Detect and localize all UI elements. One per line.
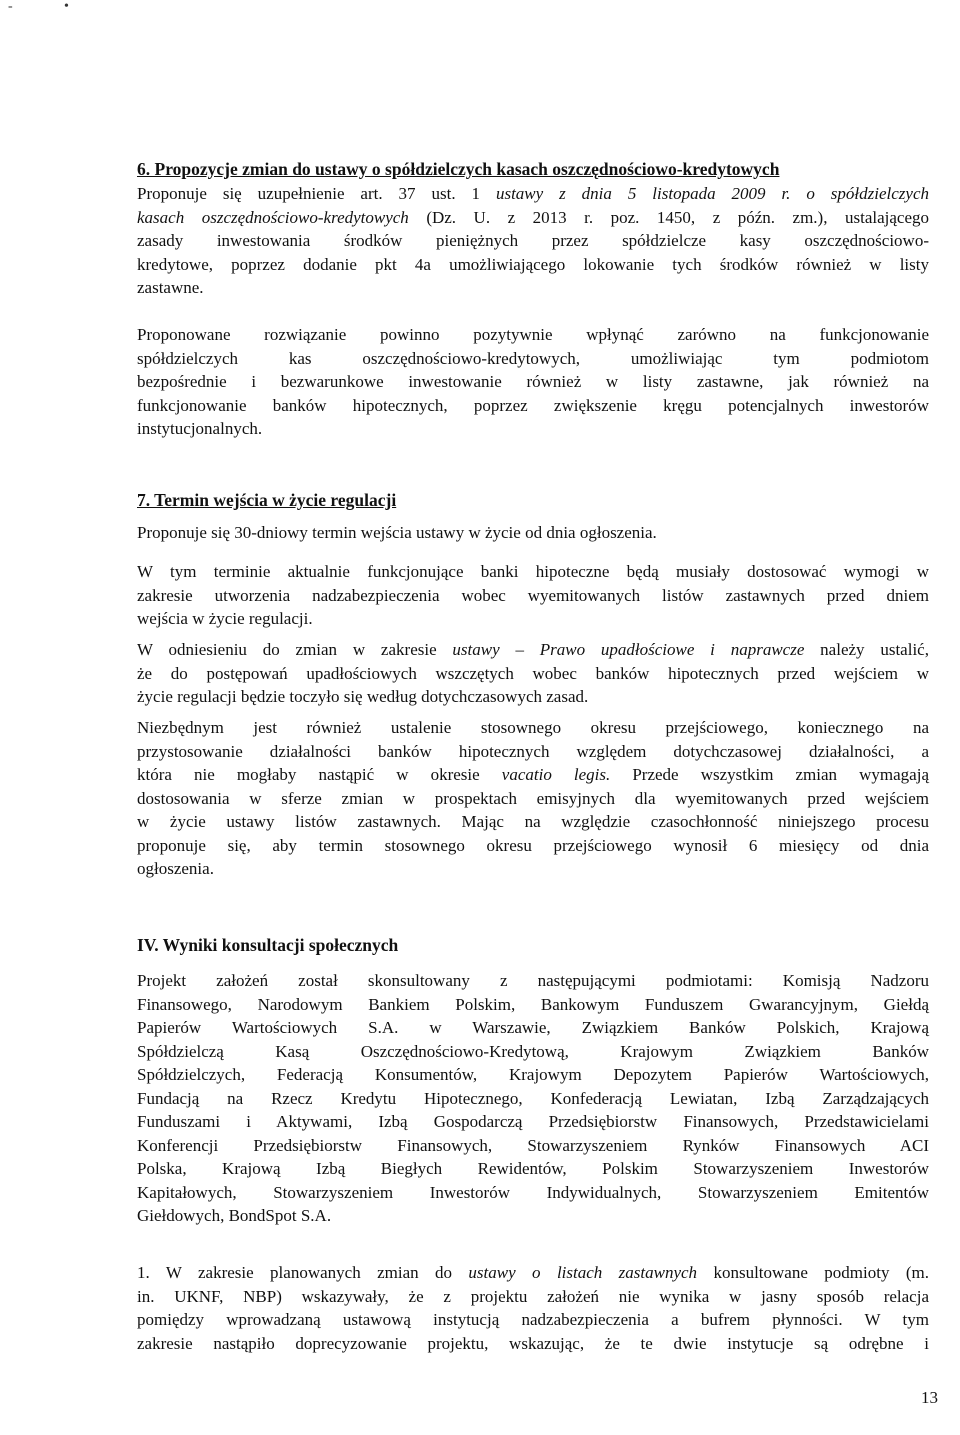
text-line: przystosowanie działalności banków hipotecznych względem dotychczasowej działalności, a: [137, 741, 929, 761]
text-line: która nie mogłaby nastąpić w okresie vacatio legis. Przede wszystkim zmian wymagają: [137, 765, 929, 784]
text-line: W tym terminie aktualnie funkcjonujące banki hipoteczne będą musiały dostosować wymogi w: [137, 562, 929, 581]
text-line: wejścia w życie regulacji.: [137, 609, 313, 628]
section-7-heading: 7. Termin wejścia w życie regulacji: [137, 490, 397, 510]
text-line: że do postępowań upadłościowych wszczętych wobec banków hipotecznych przed wejściem w: [137, 663, 929, 683]
text-line: Spółdzielczą Kasą Oszczędnościowo-Kredytową, Krajowym Związkiem Banków: [137, 1041, 929, 1061]
section-7-paragraph-3: [137, 638, 929, 709]
section-6-paragraph-2: [137, 323, 929, 441]
section-7-paragraph-4: [137, 716, 929, 881]
text-line: zakresie nastąpiło doprecyzowanie projektu, wskazując, że te dwie instytucje są odrębne i: [137, 1333, 929, 1353]
section-7-paragraph-2: [137, 560, 929, 631]
italic-citation: ustawy – Prawo upadłościowe i naprawcze: [452, 640, 805, 659]
text-line: zakresie utworzenia nadzabezpieczenia wobec wyemitowanych listów zastawnych przed dniem: [137, 585, 929, 605]
scan-mark-right: •: [64, 0, 69, 14]
text-line: spółdzielczych kas oszczędnościowo-kredytowych, umożliwiając tym podmiotom: [137, 348, 929, 368]
text-line: zasady inwestowania środków pieniężnych przez spółdzielcze kasy oszczędnościowo-: [137, 231, 929, 250]
text-line: Spółdzielczych, Federacją Konsumentów, Krajowym Depozytem Papierów Wartościowych,: [137, 1065, 929, 1084]
text-line: Konferencji Przedsiębiorstw Finansowych, Stowarzyszeniem Rynków Finansowych ACI: [137, 1135, 929, 1155]
text-line: ogłoszenia.: [137, 859, 214, 878]
text-line: Polska, Krajową Izbą Biegłych Rewidentów, Polskim Stowarzyszeniem Inwestorów: [137, 1159, 929, 1178]
text-line: Proponuje się 30-dniowy termin wejścia ustawy w życie od dnia ogłoszenia.: [137, 523, 657, 542]
text-line: proponuje się, aby termin stosownego okresu przejściowego wynosił 6 miesięcy od dnia: [137, 835, 929, 855]
text-line: Proponowane rozwiązanie powinno pozytywnie wpłynąć zarówno na funkcjonowanie: [137, 325, 929, 344]
text-line: bezpośrednie i bezwarunkowe inwestowanie również w listy zastawne, jak również na: [137, 372, 929, 391]
text-line: życie regulacji będzie toczyło się według dotychczasowych zasad.: [137, 687, 589, 706]
section-6-heading: 6. Propozycje zmian do ustawy o spółdzielczych kasach oszczędnościowo-kredytowych: [137, 159, 780, 179]
text-line: Niezbędnym jest również ustalenie stosownego okresu przejściowego, koniecznego na: [137, 718, 929, 737]
text-line: kasach oszczędnościowo-kredytowych (Dz. U. z 2013 r. poz. 1450, z późn. zm.), ustalającego: [137, 207, 929, 227]
section-7-paragraph-1: [137, 521, 929, 545]
text-line: w życie ustawy listów zastawnych. Mając na względzie czasochłonność niniejszego procesu: [137, 812, 929, 831]
italic-citation: kasach oszczędnościowo-kredytowych: [137, 207, 409, 227]
italic-citation: ustawy z dnia 5 listopada 2009 r. o spółdzielczych: [495, 184, 930, 203]
text-line: Proponuje się uzupełnienie art. 37 ust. 1 ustawy z dnia 5 listopada 2009 r. o spółdzielczych: [137, 184, 930, 203]
page-number: 13: [921, 1388, 938, 1407]
section-iv-heading: IV. Wyniki konsultacji społecznych: [137, 935, 399, 955]
text-line: dostosowania w sferze zmian w prospektach emisyjnych dla wyemitowanych przed wejściem: [137, 788, 929, 808]
text-line: instytucjonalnych.: [137, 419, 263, 438]
text-line: W odniesieniu do zmian w zakresie ustawy – Prawo upadłościowe i naprawcze należy ustalić,: [137, 640, 929, 659]
text-line: kredytowe, poprzez dodanie pkt 4a umożliwiającego lokowanie tych środków również w listy: [137, 254, 929, 274]
text-line: zastawne.: [137, 278, 204, 297]
text-line: pomiędzy wprowadzaną ustawową instytucją nadzabezpieczenia a bufrem płynności. W tym: [137, 1310, 929, 1329]
text-line: Kapitałowych, Stowarzyszeniem Inwestorów Indywidualnych, Stowarzyszeniem Emitentów: [137, 1182, 929, 1202]
text-line: Projekt założeń został skonsultowany z następującymi podmiotami: Komisją Nadzoru: [137, 971, 929, 990]
scan-mark-left: -: [8, 0, 13, 14]
text-line: Funduszami i Aktywami, Izbą Gospodarczą Przedsiębiorstw Finansowych, Przedstawicielami: [137, 1112, 929, 1131]
italic-term: vacatio legis.: [501, 765, 611, 784]
text-line: Papierów Wartościowych S.A. w Warszawie, Związkiem Banków Polskich, Krajową: [137, 1018, 929, 1037]
section-iv-paragraph-1: [137, 969, 929, 1228]
text-line: Fundacją na Rzecz Kredytu Hipotecznego, Konfederacją Lewiatan, Izbą Zarządzających: [137, 1088, 929, 1108]
text-line: Giełdowych, BondSpot S.A.: [137, 1206, 332, 1225]
text-line: Finansowego, Narodowym Bankiem Polskim, Bankowym Funduszem Gwarancyjnym, Giełdą: [137, 994, 929, 1014]
text-line: funkcjonowanie banków hipotecznych, poprzez zwiększenie kręgu potencjalnych inwestorów: [137, 395, 929, 415]
section-iv-paragraph-2: [137, 1261, 929, 1355]
text-line: 1. W zakresie planowanych zmian do ustawy o listach zastawnych konsultowane podmioty (m.: [137, 1263, 929, 1282]
text-line: in. UKNF, NBP) wskazywały, że z projektu założeń nie wynika w jasny sposób relacja: [137, 1286, 929, 1306]
italic-citation: ustawy o listach zastawnych: [468, 1263, 698, 1282]
section-6-paragraph-1: [137, 182, 929, 300]
